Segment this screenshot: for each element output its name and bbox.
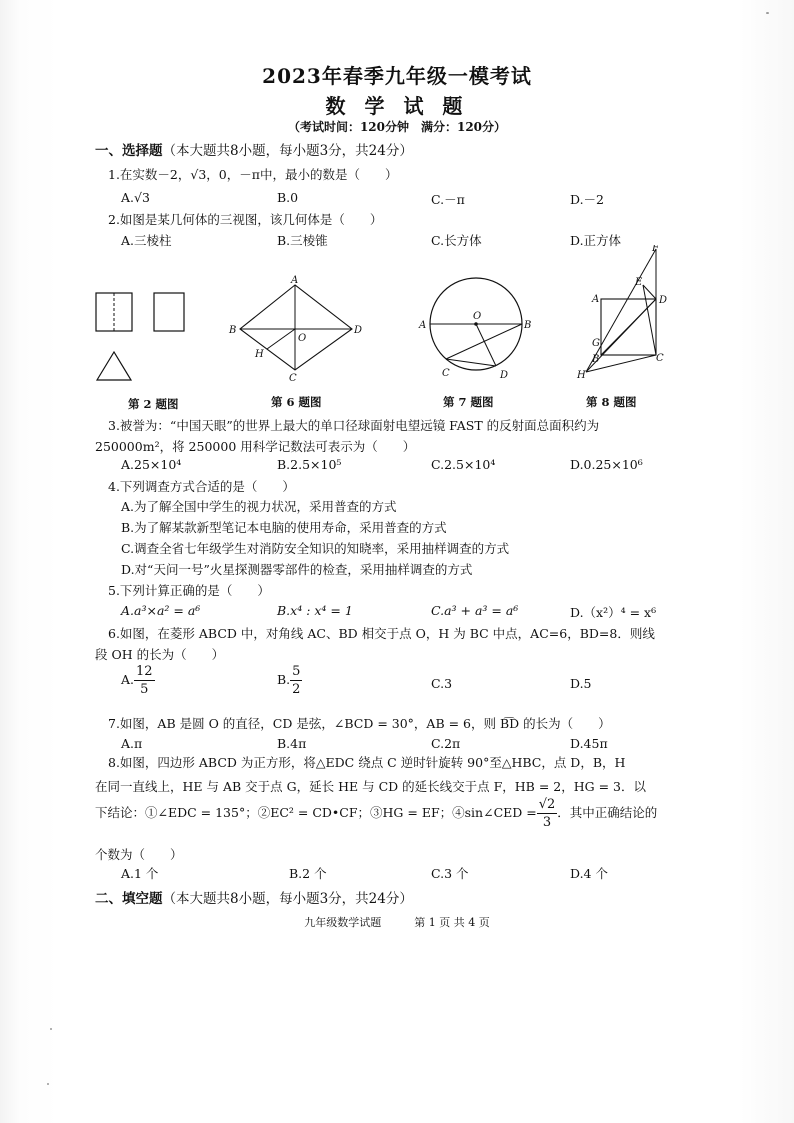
q8-option-d: D.4 个 xyxy=(570,866,608,881)
section-1-heading xyxy=(95,139,413,159)
fig6-label-a: A xyxy=(291,275,299,286)
q1-stem: 1.在实数－2，√3，0，－π中，最小的数是（ ） xyxy=(108,167,398,182)
q2-option-b: B.三棱锥 xyxy=(277,233,328,248)
scan-speck xyxy=(50,1028,52,1030)
fig8-label-g: G xyxy=(592,338,600,349)
fig6-label-o: O xyxy=(298,333,307,344)
exam-meta: （考试时间：120分钟 满分：120分） xyxy=(287,120,507,134)
q5-option-a: A.a³×a² = a⁶ xyxy=(121,603,201,618)
section-1-desc: （本大题共8小题，每小题3分，共24分） xyxy=(162,143,413,159)
fig2-caption: 第 2 题图 xyxy=(128,397,179,411)
fig2-three-views xyxy=(96,293,184,380)
fig7-label-b: B xyxy=(524,320,532,331)
q8-conclusions-suffix: ．其中正确结论的 xyxy=(557,805,658,820)
q8-stem-line2: 在同一直线上，HE 与 AB 交于点 G，延长 HE 与 CD 的延长线交于点 F，HB = 2，HG = 3．以 xyxy=(95,779,646,794)
q7-option-c: C.2π xyxy=(431,736,461,751)
q6-option-b-prefix: B. xyxy=(277,672,291,687)
section-2-heading xyxy=(95,887,413,907)
q3-option-c: C.2.5×10⁴ xyxy=(431,457,496,472)
fig7-radius-od xyxy=(476,324,496,366)
q8-conclusions: 下结论：①∠EDC = 135°；②EC² = CD•CF；③HG = EF；④sin∠CED = xyxy=(95,805,537,820)
q6-option-b-num: 5 xyxy=(292,664,301,679)
q3-option-b: B.2.5×10⁵ xyxy=(277,457,342,472)
exam-title: 2023年春季九年级一模考试 xyxy=(262,64,532,88)
fig8-label-e: E xyxy=(635,277,643,288)
fig8-label-a: A xyxy=(592,294,600,305)
q3-option-d: D.0.25×10⁶ xyxy=(570,457,643,472)
fig8-label-b: B xyxy=(592,354,600,365)
q1-option-b: B.0 xyxy=(277,190,299,205)
q1-option-d: D.－2 xyxy=(570,192,605,207)
fig8-line-ec xyxy=(643,285,656,355)
scan-speck xyxy=(766,12,769,14)
figures-row xyxy=(90,245,710,415)
fig7-label-a: A xyxy=(419,320,427,331)
q6-option-b xyxy=(277,665,302,696)
q4-option-d: D.对“天问一号”火星探测器零部件的检查，采用抽样调查的方式 xyxy=(121,562,473,577)
q3-stem-line1: 3.被誉为：“中国天眼”的世界上最大的单口径球面射电望远镜 FAST 的反射面总面积约为 xyxy=(108,418,600,433)
q8-sin-fraction xyxy=(537,798,558,829)
q8-frac-den: 3 xyxy=(542,815,552,830)
section-2-desc: （本大题共8小题，每小题3分，共24分） xyxy=(162,891,413,907)
q7-option-a: A.π xyxy=(121,736,143,751)
fig2-side-view xyxy=(154,293,184,331)
q8-option-c: C.3 个 xyxy=(431,866,469,881)
fig7-caption: 第 7 题图 xyxy=(443,395,494,409)
fig8-diagonal-bd xyxy=(601,299,656,355)
fig7-chord-cd xyxy=(446,359,496,366)
q6-option-a-num: 12 xyxy=(136,664,153,679)
q8-stem-line3 xyxy=(95,798,657,829)
exam-subtitle: 数 学 试 题 xyxy=(325,94,469,118)
q3-option-a: A.25×10⁴ xyxy=(121,457,182,472)
q6-option-c: C.3 xyxy=(431,676,453,691)
fig6-segment-oh xyxy=(267,329,295,349)
section-2-label: 二、填空题 xyxy=(95,891,163,907)
q1-option-c: C.－π xyxy=(431,192,465,207)
q7-option-b: B.4π xyxy=(277,736,307,751)
q2-option-d: D.正方体 xyxy=(570,233,622,248)
q8-frac-num: √2 xyxy=(538,797,556,812)
fig8-label-d: D xyxy=(659,295,668,306)
q7-option-d: D.45π xyxy=(570,736,608,751)
q8-stem-line4: 个数为（ ） xyxy=(95,847,183,862)
q6-option-b-den: 2 xyxy=(292,682,301,697)
section-1-label: 一、选择题 xyxy=(95,143,163,159)
fig8-label-f: F xyxy=(652,245,659,254)
q3-stem-line2: 250000m²，将 250000 用科学记数法可表示为（ ） xyxy=(95,439,416,454)
q2-stem: 2.如图是某几何体的三视图，该几何体是（ ） xyxy=(108,212,383,227)
fig7-label-c: C xyxy=(442,368,450,379)
q4-option-a: A.为了解全国中学生的视力状况，采用普查的方式 xyxy=(121,499,397,514)
q5-option-d: D.（x²）⁴ = x⁶ xyxy=(570,605,657,620)
fig6-caption: 第 6 题图 xyxy=(271,395,322,409)
q8-option-b: B.2 个 xyxy=(289,866,327,881)
page-footer: 九年级数学试题 第 1 页 共 4 页 xyxy=(304,916,490,929)
q8-stem-line1: 8.如图，四边形 ABCD 为正方形，将△EDC 绕点 C 逆时针旋转 90°至△HBC，点 D，B，H xyxy=(108,755,626,770)
fig6-label-c: C xyxy=(289,373,297,384)
scan-speck xyxy=(47,1083,49,1085)
q6-stem-line1: 6.如图，在菱形 ABCD 中，对角线 AC、BD 相交于点 O，H 为 BC 中点，AC=6，BD=8．则线 xyxy=(108,626,655,641)
q6-option-d: D.5 xyxy=(570,676,592,691)
fig6-label-d: D xyxy=(354,325,363,336)
q6-option-a-prefix: A. xyxy=(121,672,135,687)
q6-option-a-fraction xyxy=(134,665,155,696)
q5-option-c: C.a³ + a³ = a⁶ xyxy=(431,603,519,618)
fig7-circle xyxy=(418,278,531,381)
fig6-label-b: B xyxy=(229,325,237,336)
fig8-label-c: C xyxy=(656,353,664,364)
q2-option-a: A.三棱柱 xyxy=(121,233,172,248)
q6-option-a-den: 5 xyxy=(140,682,149,697)
q7-stem: 7.如图，AB 是圆 O 的直径，CD 是弦，∠BCD = 30°，AB = 6，则 B͡D 的长为（ ） xyxy=(108,716,611,731)
fig8-caption: 第 8 题图 xyxy=(586,395,637,409)
q6-stem-line2: 段 OH 的长为（ ） xyxy=(95,647,225,662)
q2-option-c: C.长方体 xyxy=(431,233,482,248)
q4-option-b: B.为了解某款新型笔记本电脑的使用寿命，采用普查的方式 xyxy=(121,520,447,535)
fig2-top-view xyxy=(97,352,131,380)
q8-option-a: A.1 个 xyxy=(121,866,159,881)
q5-option-b: B.x⁴ : x⁴ = 1 xyxy=(277,603,353,618)
q6-option-a xyxy=(121,665,155,696)
q4-stem: 4.下列调查方式合适的是（ ） xyxy=(108,479,295,494)
q5-stem: 5.下列计算正确的是（ ） xyxy=(108,583,270,598)
fig7-label-o: O xyxy=(473,311,482,322)
fig8-label-h: H xyxy=(577,370,586,381)
q1-option-a: A.√3 xyxy=(121,190,150,205)
fig7-label-d: D xyxy=(500,370,509,381)
fig6-label-h: H xyxy=(255,349,264,360)
fig6-rhombus xyxy=(228,275,362,384)
q4-option-c: C.调查全省七年级学生对消防安全知识的知晓率，采用抽样调查的方式 xyxy=(121,541,510,556)
fig8-square xyxy=(576,245,667,381)
q6-option-b-fraction xyxy=(290,665,302,696)
